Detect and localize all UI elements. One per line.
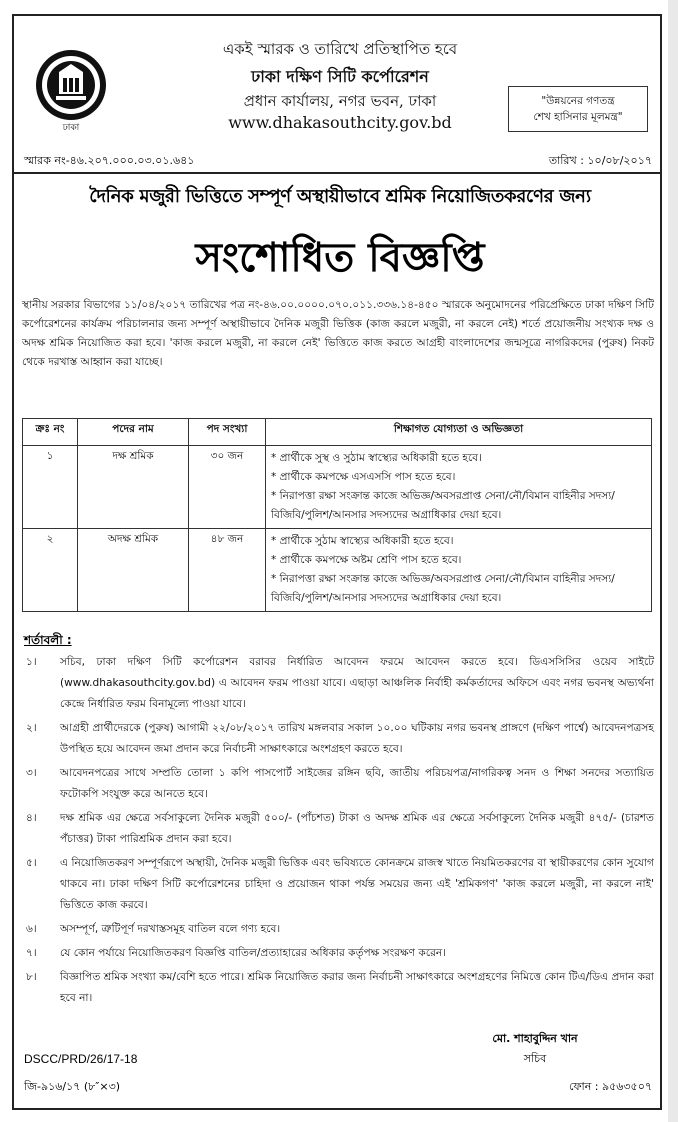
term-item xyxy=(22,652,654,715)
table-header-row xyxy=(23,419,652,446)
term-item xyxy=(22,808,654,850)
term-item xyxy=(22,919,654,940)
row-serial: ২ xyxy=(23,529,78,612)
notice-date: তারিখ : ১০/০৮/২০১৭ xyxy=(548,154,652,167)
signatory-title: সচিব xyxy=(523,1052,547,1065)
row-serial: ১ xyxy=(23,446,78,529)
advertisement-reference: জি-৯১৬/১৭ (৮″×৩) xyxy=(24,1080,121,1093)
signatory-name: মো. শাহাবুদ্দিন খান xyxy=(492,1032,578,1045)
office-address: প্রধান কার্যালয়, নগর ভবন, ঢাকা xyxy=(243,92,437,110)
replacement-note: একই স্মারক ও তারিখে প্রতিস্থাপিত হবে xyxy=(222,40,458,58)
header-post: পদের নাম xyxy=(78,419,189,446)
header-serial: ক্রঃ নং xyxy=(23,419,78,446)
row-qualifications xyxy=(266,446,652,529)
term-number: ১। xyxy=(26,656,37,668)
row-qualifications xyxy=(266,529,652,612)
term-text: যে কোন পর্যায়ে নিয়োজিতকরণ বিজ্ঞপ্তি বাতিল/প্রত্যাহারের অধিকার কর্তৃপক্ষ সংরক্ষণ করেন। xyxy=(60,947,447,959)
header-qualification: শিক্ষাগত যোগ্যতা ও অভিজ্ঞতা xyxy=(266,419,652,446)
term-text: অসম্পূর্ণ, ত্রুটিপূর্ণ দরখাস্তসমূহ বাতিল বলে গণ্য হবে। xyxy=(60,923,281,935)
term-text: আবেদনপত্রের সাথে সম্প্রতি তোলা ১ কপি পাসপোর্ট সাইজের রঙ্গিন ছবি, জাতীয় পরিচয়পত্র/নাগরিকত্ব সনদ ও শিক্ষা সনদের সত্যায়িত ফটোকপি সংযুক্ত করে আনতে হবে। xyxy=(60,767,654,800)
term-number: ২। xyxy=(26,722,37,734)
term-text: দক্ষ শ্রমিক এর ক্ষেত্রে সর্বসাকুল্যে দৈনিক মজুরী ৫০০/- (পাঁচশত) টাকা ও অদক্ষ শ্রমিক এর ক্ষেত্রে সর্বসাকুল্যে দৈনিক মজুরী ৪৭৫/- (চারশত পঁচাত্তর) টাকা পারিশ্রমিক প্রদান করা হবে। xyxy=(60,812,654,845)
term-text: আগ্রহী প্রার্থীদেরকে (পুরুষ) আগামী ২২/০৮/২০১৭ তারিখ মঙ্গলবার সকাল ১০.০০ ঘটিকায় নগর ভবনস্থ প্রাঙ্গণে (দক্ষিণ পার্শ্বে) আবেদনপত্রসহ উপস্থিত হয়ে আবেদন জমা প্রদান করে নির্বাচনী সাক্ষাৎকারে অংশগ্রহণ করতে হবে। xyxy=(60,722,654,755)
term-number: ৮। xyxy=(26,971,37,983)
term-item xyxy=(22,718,654,760)
header-count: পদ সংখ্যা xyxy=(189,419,266,446)
table-row xyxy=(23,446,652,529)
term-number: ৫। xyxy=(26,857,37,869)
organization-name: ঢাকা দক্ষিণ সিটি কর্পোরেশন xyxy=(251,67,429,86)
slogan-line-1: "উন্নয়নের গণতন্ত্র xyxy=(541,95,615,107)
intro-paragraph: স্থানীয় সরকার বিভাগের ১১/০৪/২০১৭ তারিখের পত্র নং-৪৬.০০.০০০০.০৭০.০১১.৩৩৬.১৪-৪৫০ স্মারকে অনুমোদনের পরিপ্রেক্ষিতে ঢাকা দক্ষিণ সিটি কর্পোরেশনের কার্যক্রম পরিচালনার জন্য সম্পূর্ণ অস্থায়ীভাবে দৈনিক মজুরী ভিত্তিক (কাজ করলে মজুরী, না করলে নেই) শর্তে প্রয়োজনীয় সংখ্যক দক্ষ ও অদক্ষ শ্রমিক নিয়োজিত করা হবে। 'কাজ করলে মজুরী, না করলে নেই' ভিত্তিতে কাজ করতে আগ্রহী বাংলাদেশের জন্মসূত্রে নাগরিকদের (পুরুষ) নিকট থেকে দরখাস্ত আহ্বান করা যাচ্ছে। xyxy=(22,299,654,368)
term-item xyxy=(22,853,654,916)
slogan-box xyxy=(508,86,648,132)
term-text: বিজ্ঞাপিত শ্রমিক সংখ্যা কম/বেশি হতে পারে। শ্রমিক নিয়োজিত করার জন্য নির্বাচনী সাক্ষাৎকারে অংশগ্রহণের নিমিত্তে কোন টিএ/ডিএ প্রদান করা হবে না। xyxy=(60,971,654,1004)
terms-list xyxy=(22,652,654,1012)
header-divider xyxy=(14,172,662,174)
seal-caption: ঢাকা xyxy=(62,123,80,133)
qualification-item: * নিরাপত্তা রক্ষা সংক্রান্ত কাজে অভিজ্ঞ/অবসরপ্রাপ্ত সেনা/নৌ/বিমান বাহিনীর সদস্য/বিজিবি/পুলিশ/আনসার সদস্যদের অগ্রাধিকার দেয়া হবে। xyxy=(271,490,615,521)
scan-edge xyxy=(668,0,678,1122)
notice-title: সংশোধিত বিজ্ঞপ্তি xyxy=(195,235,485,281)
terms-heading: শর্তাবলী : xyxy=(24,633,72,647)
row-count: ৩০ জন xyxy=(189,446,266,529)
table-row xyxy=(23,529,652,612)
phone-number: ফোন : ৯৫৬৩৫০৭ xyxy=(569,1080,652,1093)
memo-number: স্মারক নং-৪৬.২০৭.০০০.০৩.০১.৬৪১ xyxy=(24,154,195,167)
term-text: এ নিয়োজিতকরণ সম্পূর্ণরূপে অস্থায়ী, দৈনিক মজুরী ভিত্তিক এবং ভবিষ্যতে কোনক্রমে রাজস্ব খাতে নিয়মিতকরণের বা স্থায়ীকরণের কোন সুযোগ থাকবে না। ঢাকা দক্ষিণ সিটি কর্পোরেশনের চাহিদা ও প্রয়োজন থাকা পর্যন্ত সময়ের জন্য এই 'শ্রমিকগণ' 'কাজ করলে মজুরী, না করলে নাই' ভিত্তিতে কাজ করবে। xyxy=(60,857,654,911)
qualification-item: * প্রার্থীকে কমপক্ষে অষ্টম শ্রেণি পাস হতে হবে। xyxy=(271,554,462,566)
term-item xyxy=(22,943,654,964)
notice-subtitle: দৈনিক মজুরী ভিত্তিতে সম্পূর্ণ অস্থায়ীভাবে শ্রমিক নিয়োজিতকরণের জন্য xyxy=(89,186,591,207)
row-post: অদক্ষ শ্রমিক xyxy=(78,529,189,612)
city-corporation-seal-icon xyxy=(34,48,108,122)
qualification-item: * নিরাপত্তা রক্ষা সংক্রান্ত কাজে অভিজ্ঞ/অবসরপ্রাপ্ত সেনা/নৌ/বিমান বাহিনীর সদস্য/বিজিবি/পুলিশ/আনসার সদস্যদের অগ্রাধিকার দেয়া হবে। xyxy=(271,573,615,604)
qualification-item: * প্রার্থীকে সুস্থ ও সুঠাম স্বাস্থ্যের অধিকারী হতে হবে। xyxy=(271,452,482,464)
term-number: ৩। xyxy=(26,767,37,779)
term-number: ৬। xyxy=(26,923,37,935)
term-number: ৪। xyxy=(26,812,37,824)
term-text: সচিব, ঢাকা দক্ষিণ সিটি কর্পোরেশন বরাবর নির্ধারিত আবেদন ফরমে আবেদন করতে হবে। ডিএসসিসির ওয়েব সাইটে (www.dhakasouthcity.gov.bd) এ আবেদন ফরম পাওয়া যাবে। এছাড়া আঞ্চলিক নির্বাহী কর্মকর্তাদের অফিসে এবং নগর ভবনস্থ অভ্যর্থনা কেন্দ্রে নির্ধারিত ফরম বিনামূল্যে পাওয়া যাবে। xyxy=(60,656,654,710)
term-item xyxy=(22,967,654,1009)
positions-table xyxy=(22,418,652,612)
row-count: ৪৮ জন xyxy=(189,529,266,612)
term-item xyxy=(22,763,654,805)
qualification-item: * প্রার্থীকে কমপক্ষে এসএসসি পাস হতে হবে। xyxy=(271,471,456,483)
row-post: দক্ষ শ্রমিক xyxy=(78,446,189,529)
term-number: ৭। xyxy=(26,947,37,959)
qualification-item: * প্রার্থীকে সুঠাম স্বাস্থ্যের অধিকারী হতে হবে। xyxy=(271,535,454,547)
slogan-line-2: শেখ হাসিনার মূলমন্ত্র" xyxy=(533,111,623,123)
prd-reference: DSCC/PRD/26/17-18 xyxy=(24,1052,138,1066)
website-url: www.dhakasouthcity.gov.bd xyxy=(228,113,452,132)
